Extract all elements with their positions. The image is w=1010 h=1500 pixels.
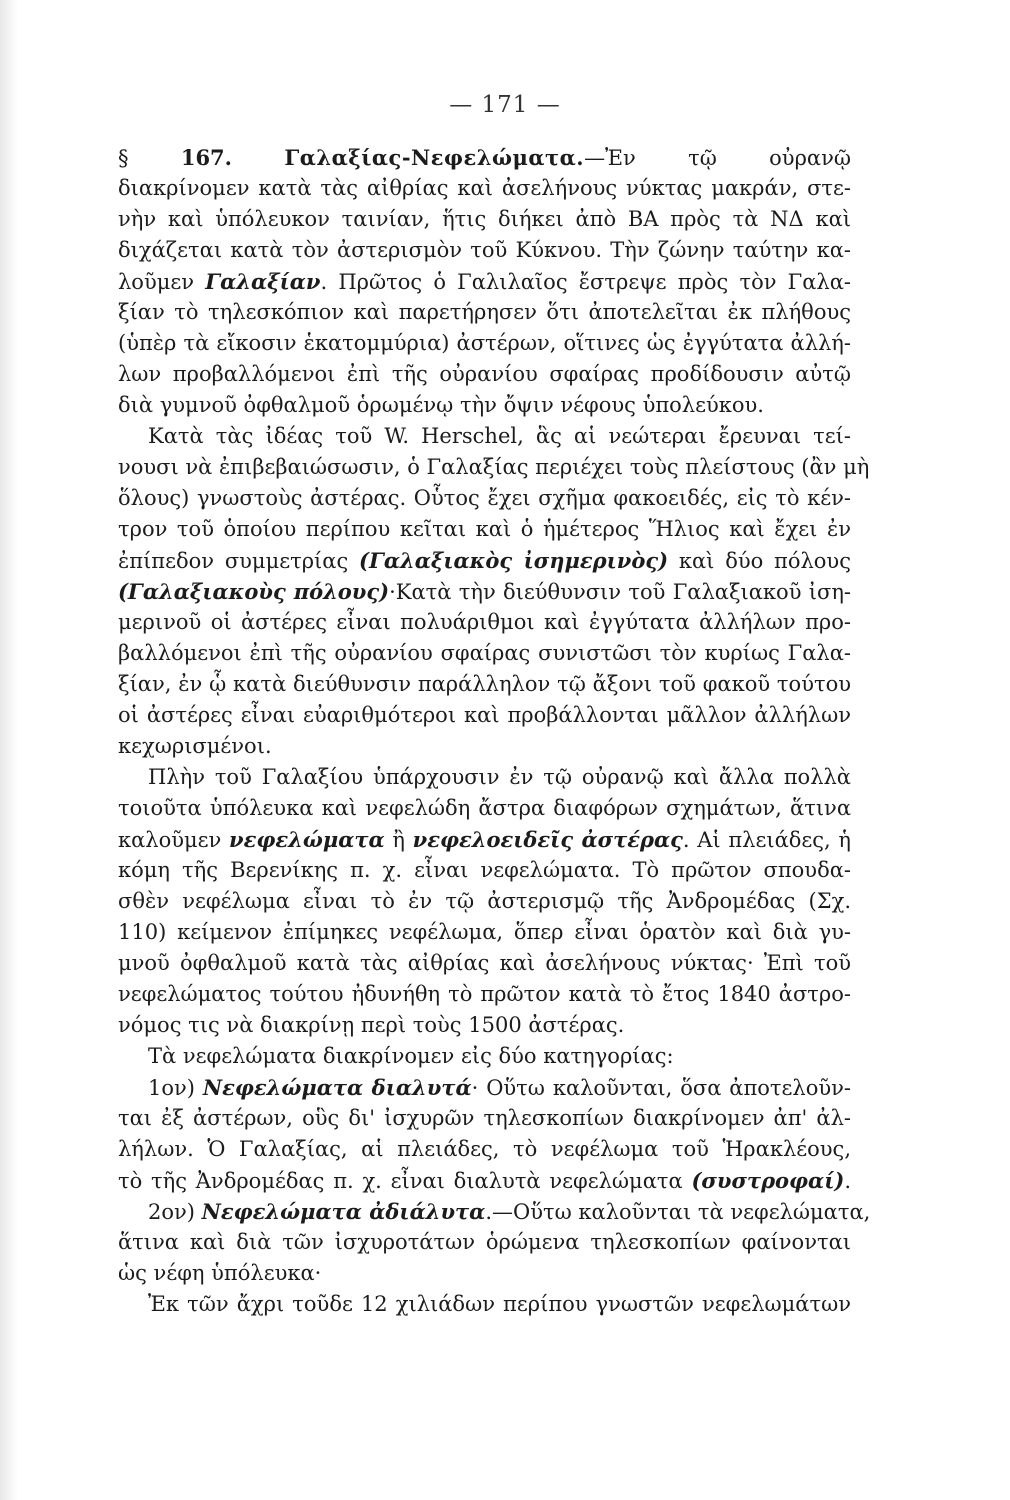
text-fragment: καὶ δύο πόλους	[678, 549, 851, 573]
text-line: μερινοῦ οἱ ἀστέρες εἶναι πολυάριθμοι καὶ ἐγγύτατα ἀλλήλων προ-	[118, 610, 851, 634]
text-line: λων προβαλλόμενοι ἐπὶ τῆς οὐρανίου σφαίρας προδίδουσιν αὐτῷ	[118, 362, 851, 386]
text-line: Πλὴν τοῦ Γαλαξίου ὑπάρχουσιν ἐν τῷ οὐρανῷ καὶ ἄλλα πολλὰ	[148, 765, 851, 789]
text-fragment: . Αἱ πλειάδες, ἡ	[682, 828, 851, 852]
term-galaxy: Γαλαξίαν	[205, 269, 321, 294]
text-fragment: . Πρῶτος ὁ Γαλιλαῖος ἔστρεψε πρὸς τὸν Γαλα-	[320, 270, 851, 294]
text-fragment: .—Οὕτω καλοῦνται τὰ νεφελώματα,	[485, 1200, 871, 1224]
text-line: λήλων. Ὁ Γαλαξίας, αἱ πλειάδες, τὸ νεφέλωμα τοῦ Ἡρακλέους,	[118, 1137, 851, 1161]
text-line: ξίαν τὸ τηλεσκόπιον καὶ παρετήρησεν ὅτι ἀποτελεῖται ἐκ πλήθους	[118, 300, 851, 324]
text-line: 110) κείμενον ἐπίμηκες νεφέλωμα, ὅπερ εἶναι ὁρατὸν καὶ διὰ γυ-	[118, 920, 851, 944]
text-line	[118, 1196, 871, 1227]
text-line: Τὰ νεφελώματα διακρίνομεν εἰς δύο κατηγορίας:	[148, 1044, 674, 1068]
text-line: ἅτινα καὶ διὰ τῶν ἰσχυροτάτων ὁρώμενα τηλεσκοπίων φαίνονται	[118, 1230, 851, 1254]
list-number: 1ον)	[148, 1076, 195, 1100]
text-line: (ὑπὲρ τὰ εἴκοσιν ἑκατομμύρια) ἀστέρων, οἵτινες ὡς ἐγγύτατα ἀλλή-	[118, 331, 851, 355]
term-nebulae: νεφελώματα	[229, 827, 385, 852]
section-symbol: §	[118, 146, 129, 170]
text-fragment: .	[844, 1169, 851, 1193]
term-clusters: (συστροφαί)	[691, 1168, 845, 1193]
text-line	[118, 1072, 851, 1103]
term-galactic-equator: (Γαλαξιακὸς ἰσημερινὸς)	[359, 548, 669, 573]
text-line: κόμη τῆς Βερενίκης π. χ. εἶναι νεφελώματα. Τὸ πρῶτον σπουδα-	[118, 858, 851, 882]
text-line: νόμος τις νὰ διακρίνῃ περὶ τοὺς 1500 ἀστέρας.	[118, 1013, 625, 1037]
text-line: σθὲν νεφέλωμα εἶναι τὸ ἐν τῷ ἀστερισμῷ τῆς Ἀνδρομέδας (Σχ.	[118, 889, 851, 913]
text-line: κεχωρισμένοι.	[118, 734, 272, 758]
text-line: ται ἐξ ἀστέρων, οὓς δι' ἰσχυρῶν τηλεσκοπίων διακρίνομεν ἀπ' ἀλ-	[118, 1106, 851, 1130]
text-fragment: ·Κατὰ τὴν διεύθυνσιν τοῦ Γαλαξιακοῦ ἰση-	[389, 580, 852, 604]
text-line	[118, 824, 851, 855]
text-line: Κατὰ τὰς ἰδέας τοῦ W. Herschel, ἃς αἱ νεώτεραι ἔρευναι τεί-	[148, 424, 851, 448]
text-line	[118, 266, 851, 297]
page-number: — 171 —	[449, 92, 561, 118]
text-line: διὰ γυμνοῦ ὀφθαλμοῦ ὁρωμένῳ τὴν ὄψιν νέφους ὑπολεύκου.	[118, 393, 764, 417]
text-line: νεφελώματος τούτου ἠδυνήθη τὸ πρῶτον κατὰ τὸ ἔτος 1840 ἀστρο-	[118, 982, 851, 1006]
text-fragment: —Ἐν τῷ οὐρανῷ	[584, 146, 851, 170]
text-fragment: λοῦμεν	[118, 270, 195, 294]
section-heading-line	[118, 142, 851, 173]
text-fragment: καλοῦμεν	[118, 828, 222, 852]
text-line: νουσι νὰ ἐπιβεβαιώσωσιν, ὁ Γαλαξίας περιέχει τοὺς πλείστους (ἂν μὴ	[118, 455, 870, 479]
section-number: 167.	[180, 145, 232, 170]
text-line: τρον τοῦ ὁποίου περίπου κεῖται καὶ ὁ ἡμέτερος Ἥλιος καὶ ἔχει ἐν	[118, 517, 851, 541]
text-line: νὴν καὶ ὑπόλευκον ταινίαν, ἥτις διήκει ἀπὸ ΒΑ πρὸς τὰ ΝΔ καὶ	[118, 207, 851, 231]
section-title: Γαλαξίας-Νεφελώματα.	[284, 145, 585, 170]
text-line: διακρίνομεν κατὰ τὰς αἰθρίας καὶ ἀσελήνους νύκτας μακράν, στε-	[118, 176, 851, 200]
term-galactic-poles: (Γαλαξιακοὺς πόλους)	[118, 579, 390, 604]
text-line: Ἐκ τῶν ἄχρι τοῦδε 12 χιλιάδων περίπου γνωστῶν νεφελωμάτων	[148, 1292, 851, 1316]
term-nebulous-stars: νεφελοειδεῖς ἀστέρας	[412, 827, 683, 852]
text-fragment: τὸ τῆς Ἀνδρομέδας π. χ. εἶναι διαλυτὰ νεφελώματα	[118, 1169, 683, 1193]
text-line: ὅλους) γνωστοὺς ἀστέρας. Οὗτος ἔχει σχῆμα φακοειδές, εἰς τὸ κέν-	[118, 486, 851, 510]
text-line: οἱ ἀστέρες εἶναι εὐαριθμότεροι καὶ προβάλλονται μᾶλλον ἀλλήλων	[118, 703, 851, 727]
term-resolvable-nebulae: Νεφελώματα διαλυτά	[202, 1075, 472, 1100]
text-line: μνοῦ ὀφθαλμοῦ κατὰ τὰς αἰθρίας καὶ ἀσελήνους νύκτας· Ἐπὶ τοῦ	[118, 951, 851, 975]
text-line: τοιοῦτα ὑπόλευκα καὶ νεφελώδη ἄστρα διαφόρων σχημάτων, ἅτινα	[118, 796, 851, 820]
text-line	[118, 1165, 851, 1196]
text-line: ὡς νέφη ὑπόλευκα·	[118, 1261, 322, 1285]
text-line: διχάζεται κατὰ τὸν ἀστερισμὸν τοῦ Κύκνου. Τὴν ζώνην ταύτην κα-	[118, 238, 851, 262]
page-scan-edge	[0, 0, 18, 1500]
text-line: βαλλόμενοι ἐπὶ τῆς οὐρανίου σφαίρας συνιστῶσι τὸν κυρίως Γαλα-	[118, 641, 851, 665]
term-irresolvable-nebulae: Νεφελώματα ἀδιάλυτα	[201, 1199, 486, 1224]
text-line	[118, 545, 851, 576]
text-fragment: · Οὕτω καλοῦνται, ὅσα ἀποτελοῦν-	[471, 1076, 851, 1100]
text-fragment: ἐπίπεδον συμμετρίας	[118, 549, 349, 573]
page-body	[118, 142, 871, 1320]
text-line: ξίαν, ἐν ᾧ κατὰ διεύθυνσιν παράλληλον τῷ ἄξονι τοῦ φακοῦ τούτου	[118, 672, 851, 696]
text-fragment: ἢ	[392, 828, 405, 852]
text-line	[118, 576, 851, 607]
list-number: 2ον)	[148, 1200, 195, 1224]
